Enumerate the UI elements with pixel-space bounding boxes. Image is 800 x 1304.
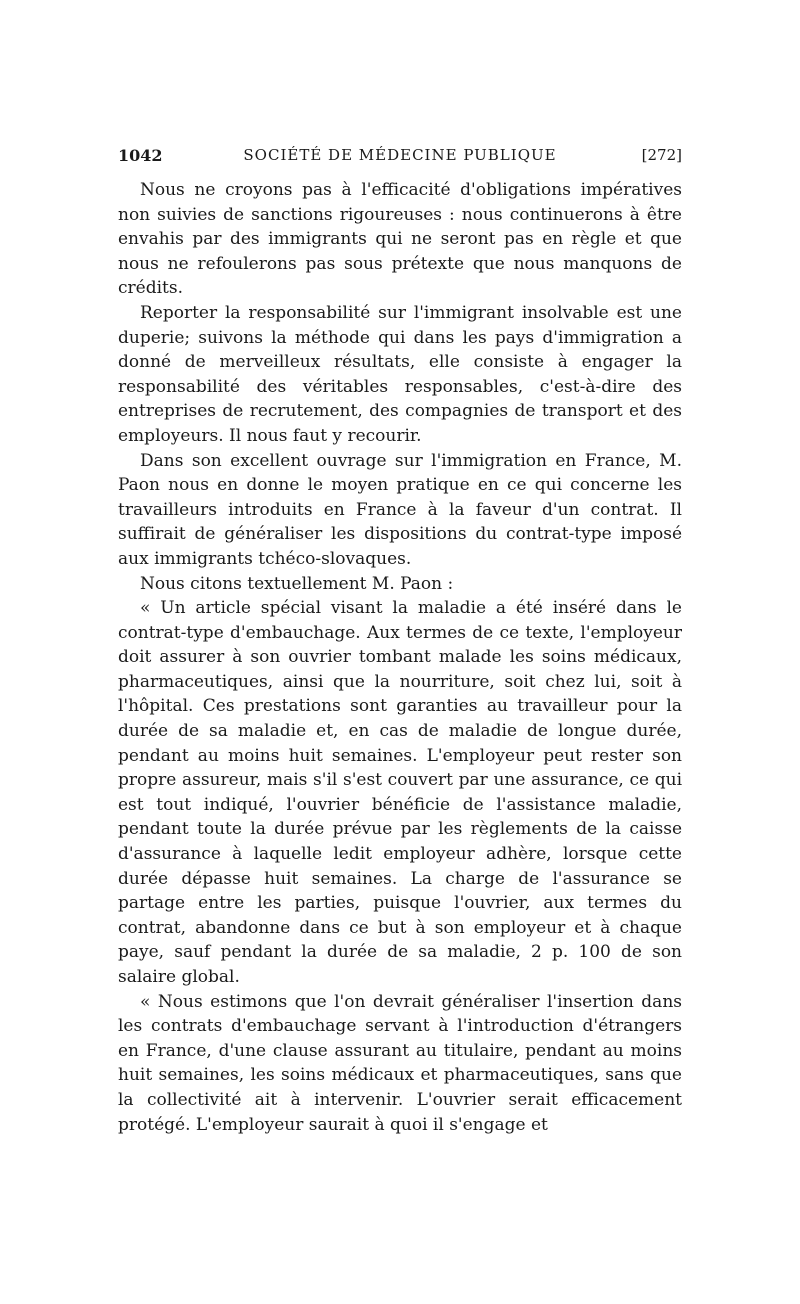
quoted-paragraph: « Nous estimons que l'on devrait généraliser l'insertion dans les contrats d'embauchage servant à l'introduction d'étrangers en France, d'une clause assurant au titulaire, pendant au moins huit semaines, les soins médicaux et pharmaceutiques, sans que la collectivité ait à intervenir. L'ouvrier serait efficacement protégé. L'employeur saurait à quoi il s'engage et	[118, 991, 682, 1135]
paragraph: Reporter la responsabilité sur l'immigrant insolvable est une duperie; suivons la méthode qui dans les pays d'immigration a donné de merveilleux résultats, elle consiste à engager la responsabilité des véritables responsables, c'est-à-dire des entreprises de recrutement, des compagnies de transport et des employeurs. Il nous faut y recourir.	[118, 302, 682, 446]
book-page	[118, 146, 682, 1137]
running-title: SOCIÉTÉ DE MÉDECINE PUBLIQUE	[243, 146, 557, 164]
paragraph: Nous ne croyons pas à l'efficacité d'obligations impératives non suivies de sanctions rigoureuses : nous continuerons à être envahis par des immigrants qui ne seront pas en règle et que nous ne refoulerons pas sous prétexte que nous manquons de crédits.	[118, 180, 682, 299]
running-header	[118, 146, 682, 174]
paragraph: Nous citons textuellement M. Paon :	[140, 573, 454, 594]
page-reference: [272]	[641, 146, 682, 164]
body-text	[118, 178, 682, 1137]
page-number: 1042	[118, 146, 163, 165]
paragraph: Dans son excellent ouvrage sur l'immigration en France, M. Paon nous en donne le moyen pratique en ce qui concerne les travailleurs introduits en France à la faveur d'un contrat. Il suffirait de généraliser les dispositions du contrat-type imposé aux immigrants tchéco-slovaques.	[118, 450, 682, 569]
quoted-paragraph: « Un article spécial visant la maladie a été inséré dans le contrat-type d'embauchage. Aux termes de ce texte, l'employeur doit assurer à son ouvrier tombant malade les soins médicaux, pharmaceutiques, ainsi que la nourriture, soit chez lui, soit à l'hôpital. Ces prestations sont garanties au travailleur pour la durée de sa maladie et, en cas de maladie de longue durée, pendant au moins huit semaines. L'employeur peut rester son propre assureur, mais s'il s'est couvert par une assurance, ce qui est tout indiqué, l'ouvrier bénéficie de l'assistance maladie, pendant toute la durée prévue par les règlements de la caisse d'assurance à laquelle ledit employeur adhère, lorsque cette durée dépasse huit semaines. La charge de l'assurance se partage entre les parties, puisque l'ouvrier, aux termes du contrat, abandonne dans ce but à son employeur et à chaque paye, sauf pendant la durée de sa maladie, 2 p. 100 de son salaire global.	[118, 598, 682, 987]
